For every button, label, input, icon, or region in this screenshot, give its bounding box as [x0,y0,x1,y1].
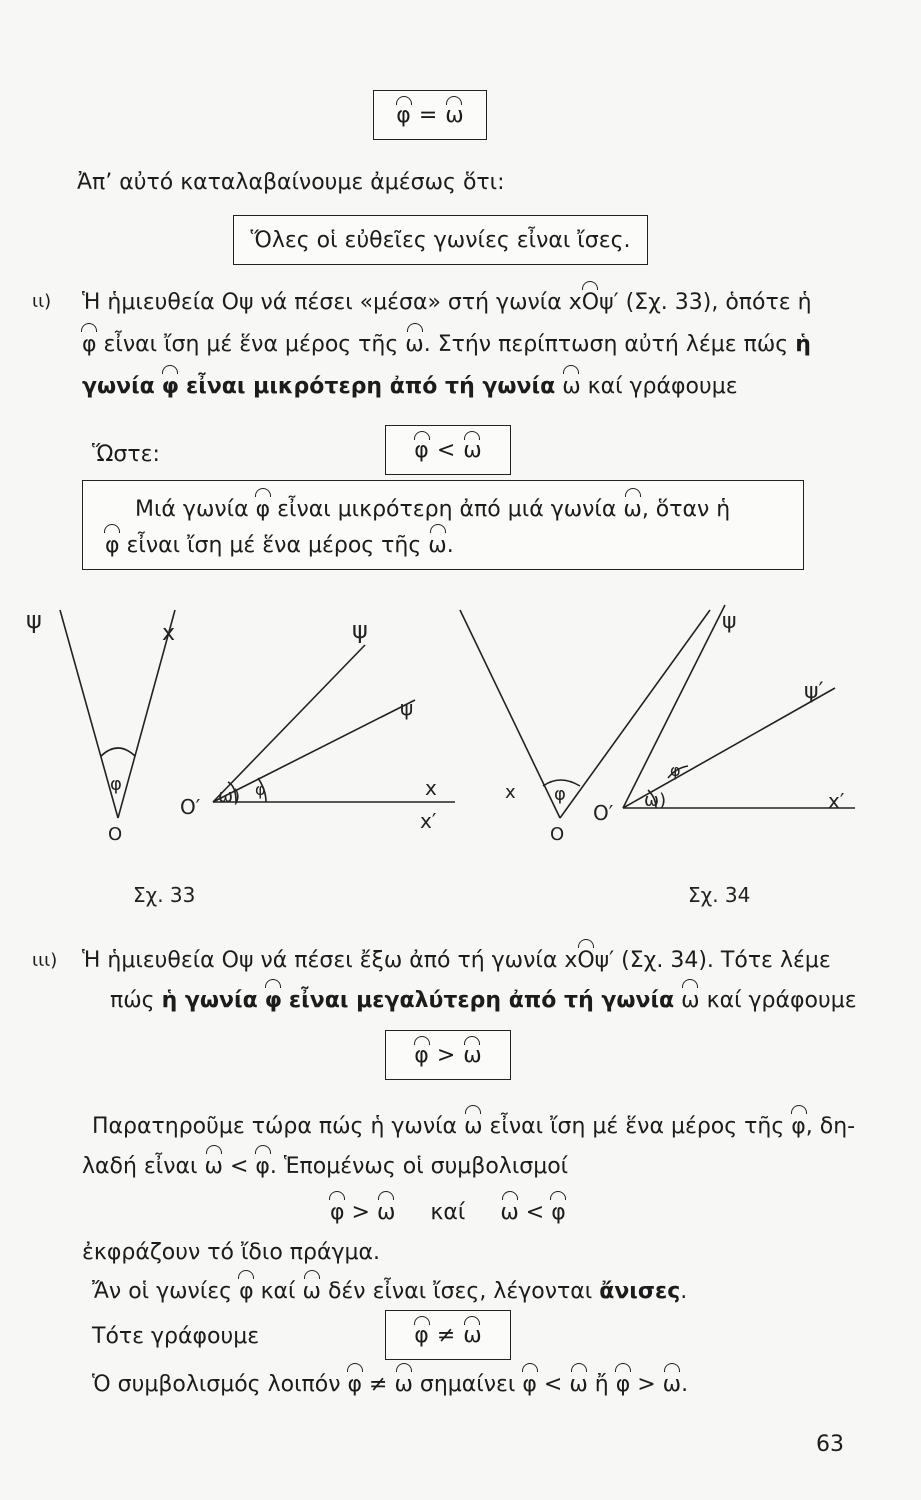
greater-than-sign: > [351,1200,370,1225]
text: Παρατηροῦμε τώρα πώς ἡ γωνία [92,1114,458,1139]
label-omega: ω) [218,786,241,807]
fig33-angle-phi [26,606,175,845]
less-than-sign: < [229,1154,249,1179]
text: δέν εἶναι ἴσες, λέγονται [327,1279,593,1304]
label-x-prime: x′ [828,789,845,813]
omega-symbol: ω [205,1152,223,1182]
unequal-line [92,1277,687,1307]
less-than-sign: < [525,1200,545,1225]
omega-symbol: ω [623,495,641,525]
all-straight-angles-text: Ὅλες οἱ εὐθεῖες γωνίες εἶναι ἴσες. [250,227,631,253]
omega-symbol: ω [463,1322,482,1348]
phi-symbol: φ [414,1322,429,1348]
less-than-sign: < [436,437,456,463]
label-phi: φ [554,784,566,805]
label-O-prime: O′ [180,795,201,819]
omega-symbol: ω [463,437,482,463]
text: εἶναι ἴση μέ ἕνα μέρος τῆς [489,1114,785,1139]
text: ψ′ (Σχ. 34). Τότε λέμε [594,948,831,973]
text: , δη- [805,1114,856,1139]
label-x: x [505,782,516,803]
bold-text: ἄνισες [599,1279,681,1304]
case-iii-line-1 [82,946,831,976]
phi-less-omega-box [385,425,511,475]
label-O: O [550,824,565,845]
label-x: x [425,776,437,800]
text: καί γράφουμε [706,988,857,1013]
phi-symbol: φ [396,102,411,128]
phi-symbol: φ [522,1370,537,1400]
text: Ὁ συμβολισμός λοιπόν [92,1372,341,1397]
hence-label: Ὥστε: [92,442,160,467]
text: . [680,1279,688,1304]
observation-line-4: ἐκφράζουν τό ἴδιο πράγμα. [82,1240,380,1265]
vertex-O: Ο [577,946,594,976]
text: Ἡ ἡμιευθεία Οψ νά πέσει ἔξω ἀπό τή γωνία x [82,948,578,973]
phi-symbol: φ [414,437,429,463]
phi-symbol: φ [256,495,271,525]
omega-symbol: ω [569,1370,587,1400]
omega-symbol: ω [405,330,423,360]
bold-text: ἡ [795,332,811,357]
phi-symbol: φ [265,986,282,1016]
text: εἶναι ἴση μέ ἕνα μέρος τῆς [126,533,422,558]
case-iii-line-2 [110,986,857,1016]
less-than-sign: < [543,1372,563,1397]
omega-symbol: ω [428,531,446,561]
phi-symbol: φ [330,1198,345,1228]
observation-line-2 [82,1152,568,1182]
phi-neq-omega-box [385,1310,511,1360]
label-x-prime: x′ [420,809,437,833]
bold-text: ἡ γωνία [161,988,258,1013]
text: . Ἑπομένως οἱ συμβολισμοί [269,1154,569,1179]
greater-than-sign: > [436,1042,456,1068]
fig33-caption: Σχ. 33 [133,883,196,907]
text: λαδή εἶναι [82,1154,198,1179]
greater-than-sign: > [637,1372,656,1397]
definition-line-2 [105,531,454,561]
label-psi: ψ [722,609,737,634]
text: σημαίνει [419,1372,516,1397]
text: Ἡ ἡμιευθεία Οψ νά πέσει «μέσα» στή γωνία x [82,290,582,315]
label-psi: ψ [26,606,42,634]
phi-symbol: φ [551,1198,566,1228]
text: εἶναι ἴση μέ ἕνα μέρος τῆς [103,332,399,357]
text: πώς [110,988,155,1013]
phi-greater-omega-box [385,1030,511,1080]
label-psi: ψ [352,616,368,644]
text: Ἄν οἱ γωνίες [92,1279,233,1304]
text: εἶναι μικρότερη ἀπό μιά γωνία [277,497,617,522]
phi-symbol: φ [105,531,120,561]
fig33-angle-omega [180,616,455,833]
omega-symbol: ω [464,1112,482,1142]
omega-symbol: ω [303,1277,321,1307]
vertex-O: Ο [582,288,599,318]
intro-line: Ἀπ’ αὐτό καταλαβαίνουμε ἀμέσως ὅτι: [77,170,505,195]
observation-line-3 [330,1198,566,1228]
label-x: x [162,621,176,646]
label-O-prime: O′ [593,801,614,825]
case-ii-numeral: ιι) [32,291,52,312]
not-equal-sign: ≠ [436,1322,456,1348]
page-number: 63 [816,1432,844,1457]
text: . Στήν περίπτωση αὐτή λέμε πώς [423,332,789,357]
label-O: O [108,824,123,845]
text: Μιά γωνία [135,497,249,522]
fig34-caption: Σχ. 34 [688,883,751,907]
then-write-label: Τότε γράφουμε [92,1324,260,1349]
case-ii-line-2 [82,330,811,360]
case-ii-line-1 [82,288,812,318]
phi-symbol: φ [348,1370,363,1400]
text: . [681,1372,689,1397]
text: . [446,533,454,558]
label-phi: φ [670,761,681,780]
bold-text: εἶναι μικρότερη ἀπό τή γωνία [186,374,556,399]
omega-symbol: ω [562,372,580,402]
text: καί [430,1200,466,1225]
omega-symbol: ω [663,1370,681,1400]
omega-symbol: ω [463,1042,482,1068]
phi-symbol: φ [791,1112,806,1142]
omega-symbol: ω [445,102,464,128]
final-line [92,1370,688,1400]
phi-symbol: φ [255,1152,270,1182]
omega-symbol: ω [394,1370,412,1400]
phi-symbol: φ [162,372,179,402]
figures [0,590,921,920]
phi-symbol: φ [82,330,97,360]
case-iii-numeral: ιιι) [32,950,58,971]
equals-sign: = [418,102,438,128]
omega-symbol: ω [500,1198,518,1228]
text: , ὅταν ἡ [641,497,731,522]
phi-symbol: φ [239,1277,254,1307]
case-ii-line-3 [82,372,738,402]
omega-symbol: ω [681,986,699,1016]
label-phi: φ [110,774,122,795]
label-psi-inner: ψ [400,696,414,720]
label-phi: φ [255,780,266,799]
not-equal-sign: ≠ [369,1372,388,1397]
observation-line-1 [92,1112,855,1142]
text: καί γράφουμε [587,374,738,399]
label-psi-prime: ψ′ [804,679,824,704]
phi-symbol: φ [414,1042,429,1068]
text: καί [260,1279,296,1304]
phi-equals-omega-box [373,90,487,140]
phi-symbol: φ [616,1370,631,1400]
text: ψ′ (Σχ. 33), ὁπότε ἡ [599,290,812,315]
definition-box [82,480,804,570]
all-straight-angles-box [233,215,648,265]
fig34-angle-omega [593,605,855,825]
omega-symbol: ω [377,1198,395,1228]
label-omega: ω) [644,790,667,811]
definition-line-1 [135,495,730,525]
bold-text: εἶναι μεγαλύτερη ἀπό τή γωνία [288,988,675,1013]
text: ἤ [594,1372,609,1397]
bold-text: γωνία [82,374,155,399]
